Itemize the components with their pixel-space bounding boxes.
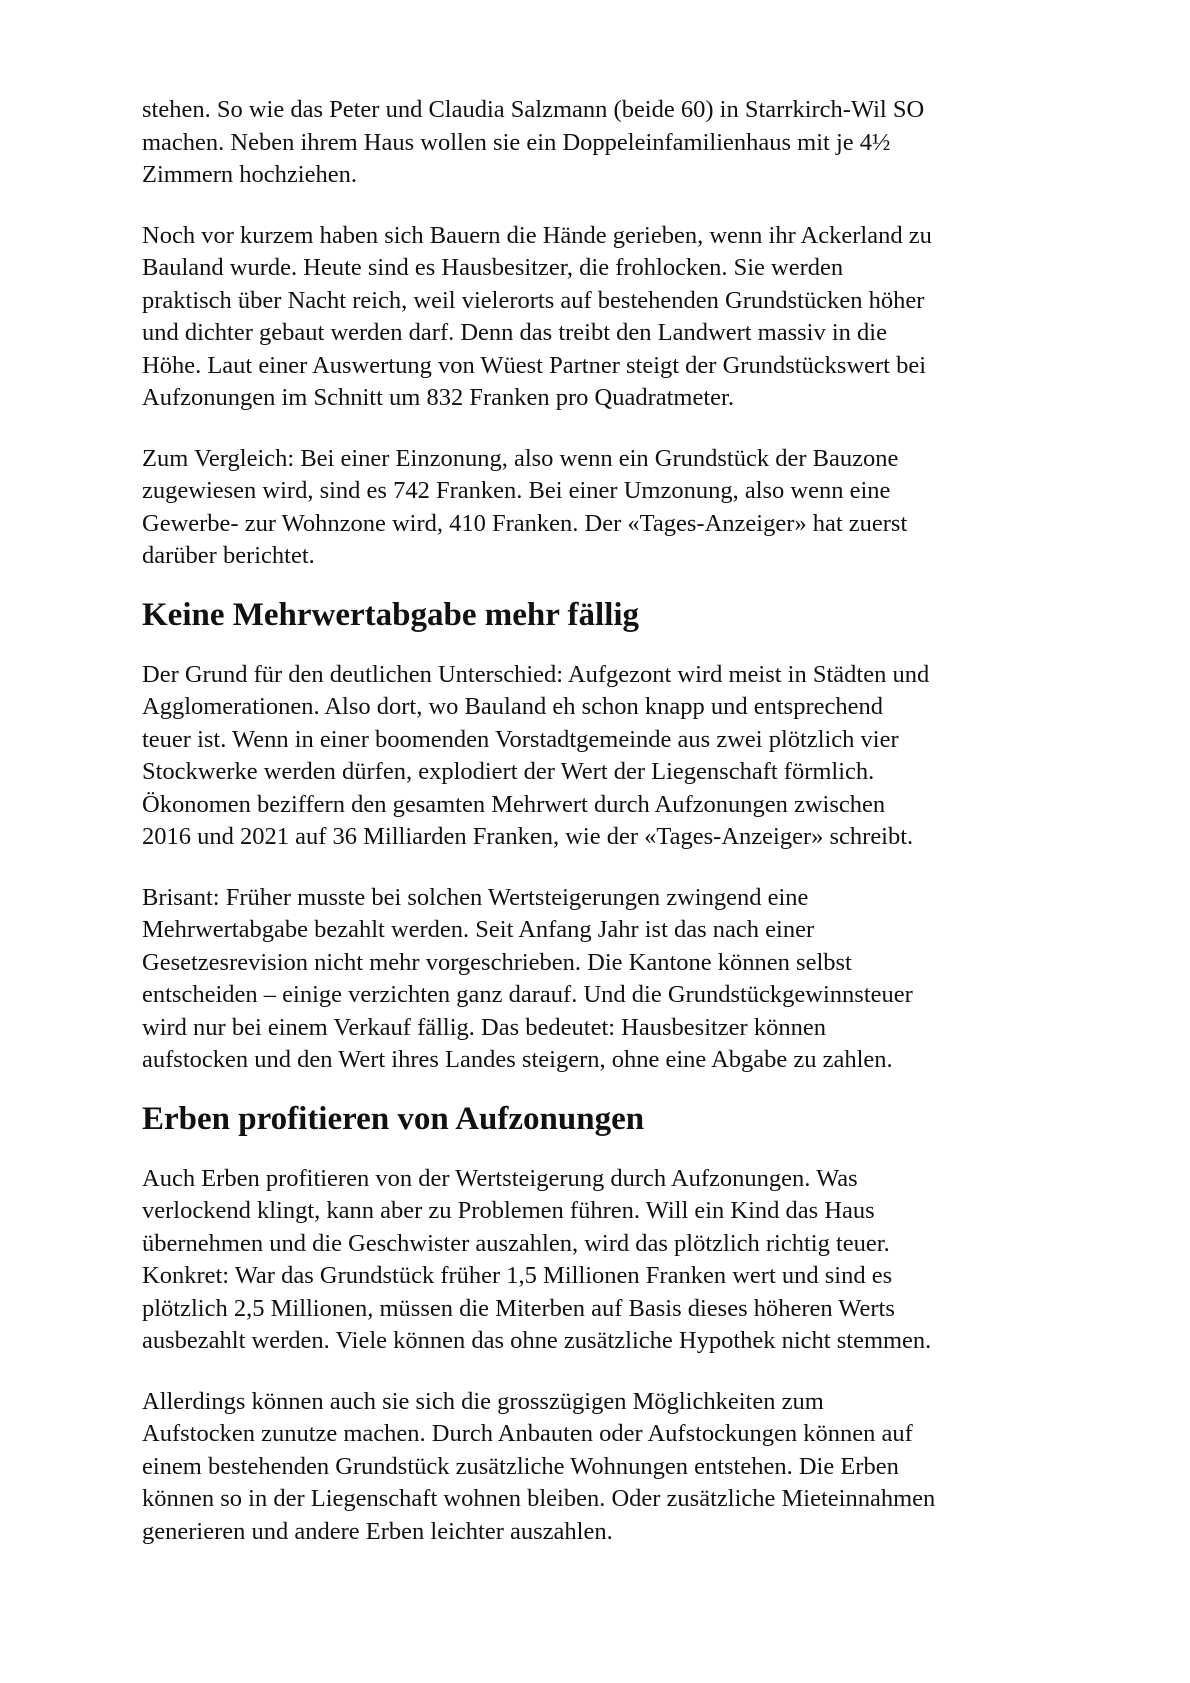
text-line: Mehrwertabgabe bezahlt werden. Seit Anfang Jahr ist das nach einer [142, 916, 815, 943]
text-line: praktisch über Nacht reich, weil vielerorts auf bestehenden Grundstücken höher [142, 286, 925, 314]
text-line: Auch Erben profitieren von der Wertsteigerung durch Aufzonungen. Was [142, 1164, 858, 1192]
paragraph [142, 659, 1102, 854]
text-line: aufstocken und den Wert ihres Landes steigern, ohne eine Abgabe zu zahlen. [142, 1046, 893, 1073]
text-line: Gesetzesrevision nicht mehr vorgeschrieben. Die Kantone können selbst [142, 948, 852, 976]
paragraph [142, 1386, 1102, 1549]
text-line: können so in der Liegenschaft wohnen bleiben. Oder zusätzliche Mieteinnahmen [142, 1485, 936, 1512]
spacer [142, 854, 1102, 882]
spacer [142, 1139, 1102, 1163]
spacer [142, 415, 1102, 443]
paragraph [142, 94, 1102, 192]
spacer [142, 192, 1102, 220]
section-heading: Erben profitieren von Aufzonungen [142, 1100, 645, 1137]
spacer [142, 635, 1102, 659]
text-line: machen. Neben ihrem Haus wollen sie ein Doppeleinfamilienhaus mit je 4½ [142, 128, 891, 156]
spacer [142, 1077, 1102, 1099]
text-line: 2016 und 2021 auf 36 Milliarden Franken, wie der «Tages-Anzeiger» schreibt. [142, 823, 914, 850]
text-line: übernehmen und die Geschwister auszahlen, wird das plötzlich richtig teuer. [142, 1229, 890, 1257]
paragraph [142, 1163, 1102, 1358]
text-line: Bauland wurde. Heute sind es Hausbesitzer, die frohlocken. Sie werden [142, 254, 844, 281]
paragraph [142, 443, 1102, 573]
text-line: einem bestehenden Grundstück zusätzliche Wohnungen entstehen. Die Erben [142, 1452, 899, 1480]
text-line: Stockwerke werden dürfen, explodiert der Wert der Liegenschaft förmlich. [142, 758, 875, 785]
text-line: Noch vor kurzem haben sich Bauern die Hände gerieben, wenn ihr Ackerland zu [142, 221, 932, 249]
text-line: Brisant: Früher musste bei solchen Wertsteigerungen zwingend eine [142, 883, 809, 911]
text-line: generieren und andere Erben leichter auszahlen. [142, 1517, 613, 1545]
text-line: teuer ist. Wenn in einer boomenden Vorstadtgemeinde aus zwei plötzlich vier [142, 725, 899, 753]
text-line: darüber berichtet. [142, 542, 315, 569]
text-line: Der Grund für den deutlichen Unterschied: Aufgezont wird meist in Städten und [142, 660, 930, 688]
text-line: plötzlich 2,5 Millionen, müssen die Miterben auf Basis dieses höheren Werts [142, 1294, 895, 1322]
text-line: ausbezahlt werden. Viele können das ohne zusätzliche Hypothek nicht stemmen. [142, 1327, 932, 1354]
spacer [142, 1358, 1102, 1386]
article-body [142, 94, 1102, 1548]
text-line: stehen. So wie das Peter und Claudia Salzmann (beide 60) in Starrkirch-Wil SO [142, 96, 925, 123]
text-line: Zum Vergleich: Bei einer Einzonung, also wenn ein Grundstück der Bauzone [142, 444, 899, 472]
text-line: wird nur bei einem Verkauf fällig. Das bedeutet: Hausbesitzer können [142, 1013, 826, 1041]
text-line: Gewerbe- zur Wohnzone wird, 410 Franken. Der «Tages-Anzeiger» hat zuerst [142, 509, 908, 537]
text-line: entscheiden – einige verzichten ganz darauf. Und die Grundstückgewinnsteuer [142, 981, 913, 1008]
paragraph [142, 882, 1102, 1077]
spacer [142, 573, 1102, 595]
text-line: Zimmern hochziehen. [142, 161, 357, 188]
text-line: zugewiesen wird, sind es 742 Franken. Bei einer Umzonung, also wenn eine [142, 477, 891, 504]
text-line: Konkret: War das Grundstück früher 1,5 Millionen Franken wert und sind es [142, 1262, 893, 1289]
section-heading: Keine Mehrwertabgabe mehr fällig [142, 596, 640, 633]
text-line: Aufstocken zunutze machen. Durch Anbauten oder Aufstockungen können auf [142, 1420, 913, 1447]
text-line: Allerdings können auch sie sich die grosszügigen Möglichkeiten zum [142, 1387, 824, 1415]
text-line: Höhe. Laut einer Auswertung von Wüest Partner steigt der Grundstückswert bei [142, 351, 927, 379]
text-line: Ökonomen beziffern den gesamten Mehrwert durch Aufzonungen zwischen [142, 790, 886, 818]
text-line: Agglomerationen. Also dort, wo Bauland eh schon knapp und entsprechend [142, 693, 883, 720]
text-line: verlockend klingt, kann aber zu Problemen führen. Will ein Kind das Haus [142, 1197, 875, 1224]
text-line: und dichter gebaut werden darf. Denn das treibt den Landwert massiv in die [142, 319, 887, 346]
text-line: Aufzonungen im Schnitt um 832 Franken pro Quadratmeter. [142, 384, 734, 411]
paragraph [142, 220, 1102, 415]
